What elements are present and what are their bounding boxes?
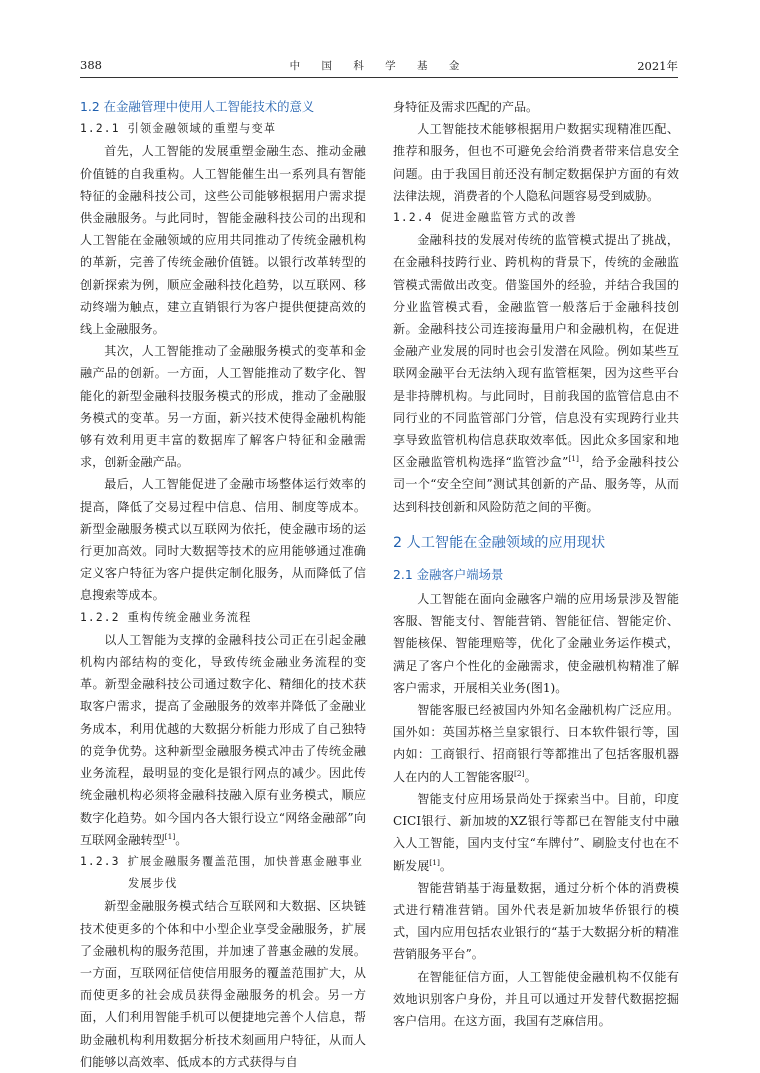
section-heading-1-2: 1.2 在金融管理中使用人工智能技术的意义 [80,99,315,114]
publication-year: 2021年 [637,59,678,73]
journal-name: 中 国 科 学 基 金 [289,60,469,72]
heading-line-1: 1.2.3 扩展金融服务覆盖范围，加快普惠金融事业 [80,854,363,868]
left-column [80,96,366,1073]
paragraph: 首先，人工智能的发展重塑金融生态、推动金融价值链的自我重构。人工智能催生出一系列具有智能特征的金融科技公司，这些公司能够根据用户需求提供金融服务。与此同时，智能金融科技公司的出现和人工智能在金融领域的应用共同推动了传统金融机构的革新，完善了传统金融价值链。以银行改革转型的创新探索为例，顺应金融科技化趋势，以互联网、移动终端为触点，建立直销银行为客户提供便捷高效的线上金融服务。 [80,144,366,337]
subsection-heading-1-2-1: 1.2.1 引领金融领域的重塑与变革 [80,122,277,136]
paragraph-text: 金融科技的发展对传统的监管模式提出了挑战，在金融科技跨行业、跨机构的背景下，传统的金融监管模式需做出改变。借鉴国外的经验，并结合我国的分业监管模式看，金融监管一般落后于金融科技创新。金融科技公司连接海量用户和金融机构，在促进金融产业发展的同时也会引发潜在风险。例如某些互联网金融平台无法纳入现有监管框架，因为这些平台是非持牌机构。与此同时，目前我国的监管信息由不同行业的不同监管部门分管，信息没有实现跨行业共享导致监管机构信息获取效率低。因此众多国家和地区金融监管机构选择“监管沙盒” [393,233,679,470]
paragraph: 新型金融服务模式结合互联网和大数据、区块链技术使更多的个体和中小型企业享受金融服务，扩展了金融机构的服务范围，并加速了普惠金融的发展。一方面，互联网征信使信用服务的覆盖范围扩大，从而使更多的社会成员获得金融服务的机会。另一方面，人们利用智能手机可以便捷地完善个人信息，帮助金融机构利用数据分析技术刻画用户特征，从而人们能够以高效率、低成本的方式获得与自 [80,899,366,1069]
paragraph: 人工智能在面向金融客户端的应用场景涉及智能客服、智能支付、智能营销、智能征信、智能定价、智能核保、智能理赔等，优化了金融业务运作模式，满足了客户个性化的金融需求，使金融机构精准了解客户需求，开展相关业务(图1)。 [393,592,679,695]
paragraph: 在智能征信方面，人工智能使金融机构不仅能有效地识别客户身份，并且可以通过开发替代数据挖掘客户信用。在这方面，我国有芝麻信用。 [393,969,679,1028]
citation: [1] [568,454,579,464]
paragraph-continuation: 身特征及需求匹配的产品。 [393,100,539,114]
citation: [1] [164,831,176,841]
paragraph: 其次，人工智能推动了金融服务模式的变革和金融产品的创新。一方面，人工智能推动了数字化、智能化的新型金融科技服务模式的形成，推动了金融服务模式的变革。另一方面，新兴技术使得金融机构能够有效利用更丰富的数据库了解客户特征和金融需求，创新金融产品。 [80,344,366,470]
subsection-heading-1-2-3 [80,851,366,895]
subsection-heading-1-2-2: 1.2.2 重构传统金融业务流程 [80,610,252,624]
paragraph [393,699,679,788]
paragraph-end: 。 [524,769,537,784]
running-header [80,58,678,76]
heading-line-2: 发展步伐 [128,877,178,891]
paragraph-end: ，给予金融科技公司一个“安全空间”测试其创新的产品、服务等，从而达到科技创新和风险防范之间的平衡。 [393,455,679,514]
citation: [1] [429,857,440,867]
page-number: 388 [80,58,102,72]
paragraph [80,629,366,851]
paragraph: 最后，人工智能促进了金融市场整体运行效率的提高，降低了交易过程中信息、信用、制度等成本。新型金融服务模式以互联网为依托，使金融市场的运行更加高效。同时大数据等技术的应用能够通过准确定义客户特征为客户提供定制化服务，从而降低了信息搜索等成本。 [80,477,366,603]
citation: [2] [513,768,525,778]
section-heading-2: 2 人工智能在金融领域的应用现状 [393,534,606,551]
paragraph [393,788,679,877]
paragraph [393,229,679,518]
paragraph: 智能营销基于海量数据，通过分析个体的消费模式进行精准营销。国外代表是新加坡华侨银行的模式，国内应用包括农业银行的“基于大数据分析的精准营销服务平台”。 [393,880,679,962]
paragraph-text: 智能支付应用场景尚处于探索当中。目前，印度CICI银行、新加坡的XZ银行等都已在智能支付中融入人工智能，国内支付宝“车牌付”、刷脸支付也在不断发展 [393,791,679,873]
paragraph-text: 以人工智能为支撑的金融科技公司正在引起金融机构内部结构的变化，导致传统金融业务流程的变革。新型金融科技公司通过数字化、精细化的技术获取客户需求，提高了金融服务的效率并降低了金融业务成本，利用优越的大数据分析能力形成了自己独特的竞争优势。这种新型金融服务模式冲击了传统金融业务流程，最明显的变化是银行网点的减少。因此传统金融机构必须将金融科技融入原有业务模式，顺应数字化趋势。如今国内各大银行设立“网络金融部”向互联网金融转型 [80,632,366,847]
subsection-heading-1-2-4: 1.2.4 促进金融监管方式的改善 [393,211,577,225]
paragraph: 人工智能技术能够根据用户数据实现精准匹配、推荐和服务，但也不可避免会给消费者带来信息安全问题。由于我国目前还没有制定数据保护方面的有效法律法规，消费者的个人隐私问题容易受到威胁。 [393,122,679,203]
paragraph-end: 。 [439,858,453,873]
right-column [393,96,679,1032]
header-rule [80,77,678,78]
paragraph-text: 智能客服已经被国内外知名金融机构广泛应用。国外如：英国苏格兰皇家银行、日本软件银行等，国内如：工商银行、招商银行等都推出了包括客服机器人在内的人工智能客服 [393,703,679,784]
paragraph-end: 。 [175,832,188,847]
section-heading-2-1: 2.1 金融客户端场景 [393,566,504,582]
